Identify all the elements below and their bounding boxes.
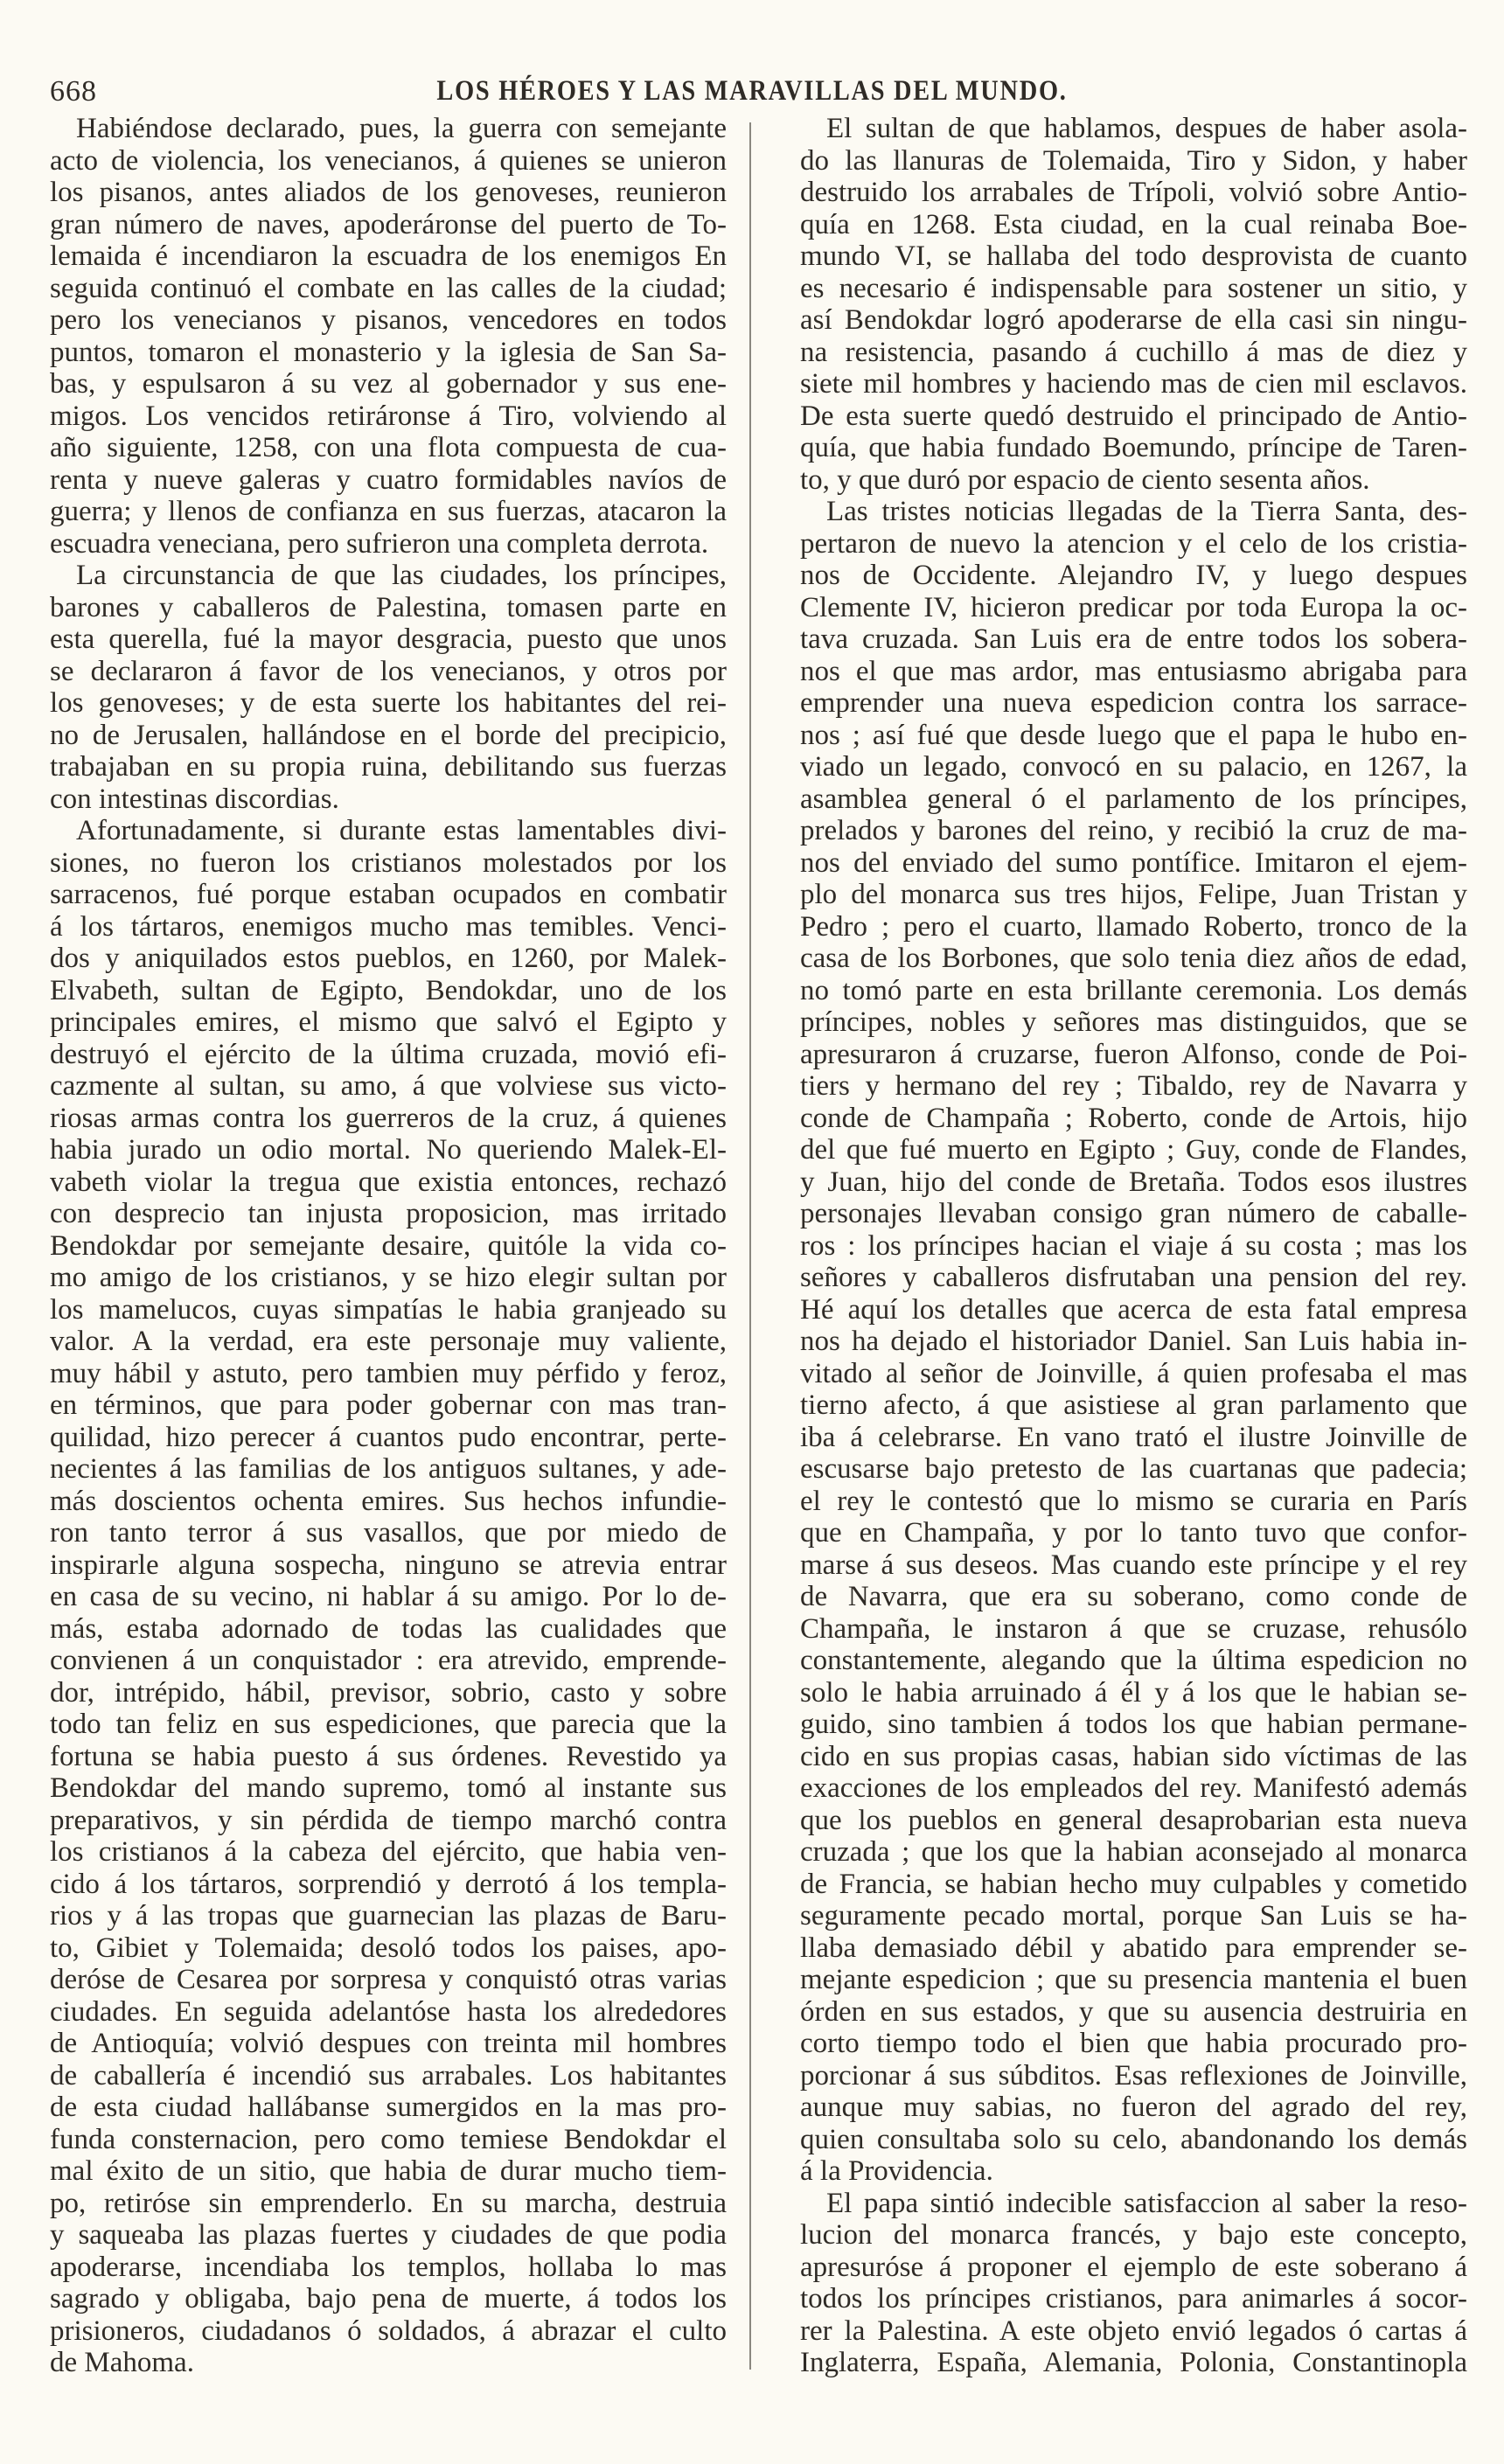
text-line-content: El papa sintió indecible satisfaccion al saber la reso- <box>826 2187 1467 2219</box>
text-line <box>800 1645 1467 1677</box>
text-line <box>800 2188 1467 2220</box>
text-line <box>800 975 1467 1007</box>
text-line <box>50 1103 727 1135</box>
text-line <box>50 1358 727 1390</box>
text-line-content: preparativos, y sin pérdida de tiempo marchó contra <box>50 1804 727 1836</box>
text-line-content: prelados y barones del reino, y recibió la cruz de ma- <box>800 815 1467 846</box>
text-line <box>800 687 1467 720</box>
text-line <box>800 1453 1467 1486</box>
text-line <box>50 2315 727 2348</box>
text-line <box>50 400 727 433</box>
text-line <box>50 1645 727 1677</box>
text-line <box>800 1358 1467 1390</box>
text-line-content: fortuna se habia puesto á sus órdenes. Revestido ya <box>50 1740 727 1772</box>
text-line-content: exacciones de los empleados del rey. Manifestó además <box>800 1772 1467 1804</box>
text-line-content: La circunstancia de que las ciudades, los príncipes, <box>76 560 727 591</box>
text-line <box>50 560 727 592</box>
text-line <box>800 2315 1467 2348</box>
text-line-content: que en Champaña, y por lo tanto tuvo que confor- <box>800 1517 1467 1549</box>
text-line-content: sagrado y obligaba, bajo pena de muerte, á todos los <box>50 2283 727 2314</box>
text-line <box>800 879 1467 911</box>
text-line <box>800 337 1467 369</box>
text-line <box>800 2092 1467 2124</box>
text-line-content: migos. Los vencidos retiráronse á Tiro, volviendo al <box>50 400 727 432</box>
text-line <box>50 177 727 209</box>
text-line-content: funda consternacion, pero como temiese Bendokdar el <box>50 2123 727 2155</box>
text-line-content: cido á los tártaros, sorprendió y derrotó á los templa- <box>50 1868 727 1900</box>
text-line-content: de Mahoma. <box>50 2347 194 2378</box>
text-line-content: do las llanuras de Tolemaida, Tiro y Sidon, y haber <box>800 144 1467 177</box>
text-line-content: de Navarra, que era su soberano, como conde de <box>800 1581 1467 1612</box>
text-line-content: año siguiente, 1258, con una flota compuesta de cua- <box>50 432 727 463</box>
text-line <box>800 1709 1467 1741</box>
text-line <box>50 656 727 688</box>
text-line <box>50 2028 727 2060</box>
text-line <box>50 528 727 560</box>
text-line <box>800 177 1467 209</box>
text-line <box>800 1932 1467 1965</box>
text-column-left <box>50 113 727 2379</box>
text-line <box>50 2124 727 2156</box>
text-line <box>50 1039 727 1071</box>
text-line <box>50 2283 727 2315</box>
text-line <box>800 1198 1467 1230</box>
text-line <box>800 1103 1467 1135</box>
text-line-content: escusarse bajo pretesto de las cuartanas que padecia; <box>800 1453 1467 1485</box>
text-line-content: destruido los arrabales de Trípoli, volvió sobre Antio- <box>800 177 1467 208</box>
text-line-content: renta y nueve galeras y cuatro formidables navíos de <box>50 463 727 496</box>
text-line <box>800 464 1467 497</box>
text-line-content: con intestinas discordias. <box>50 783 339 815</box>
text-line-content: acto de violencia, los venecianos, á quienes se unieron <box>50 144 727 177</box>
text-line-content: tierno afecto, á que asistiese al gran parlamento que <box>800 1389 1467 1421</box>
text-line <box>50 1134 727 1166</box>
text-line-content: escuadra veneciana, pero sufrieron una completa derrota. <box>50 527 709 560</box>
text-line-content: pero los venecianos y pisanos, vencedores en todos <box>50 304 727 336</box>
text-line <box>50 1709 727 1741</box>
text-line <box>50 1166 727 1199</box>
running-title: LOS HÉROES Y LAS MARAVILLAS DEL MUNDO. <box>436 75 1068 107</box>
text-line <box>800 496 1467 528</box>
text-line-content: vabeth violar la tregua que existia entonces, rechazó <box>50 1166 727 1198</box>
text-line <box>800 1039 1467 1071</box>
text-line <box>50 847 727 880</box>
text-line-content: Bendokdar del mando supremo, tomó al instante sus <box>50 1772 727 1804</box>
paragraph <box>50 560 727 815</box>
text-line-content: Las tristes noticias llegadas de la Tierra Santa, des- <box>826 496 1467 527</box>
text-line-content: Elvabeth, sultan de Egipto, Bendokdar, uno de los <box>50 974 727 1006</box>
text-line-content: lucion del monarca francés, y bajo este concepto, <box>800 2219 1467 2251</box>
text-line-content: asamblea general ó el parlamento de los príncipes, <box>800 783 1467 815</box>
text-line <box>800 2155 1467 2188</box>
text-line <box>800 528 1467 560</box>
text-line-content: Afortunadamente, si durante estas lamentables divi- <box>76 815 727 846</box>
text-line-content: quía, que habia fundado Boemundo, príncipe de Taren- <box>800 432 1467 463</box>
text-line-content: así Bendokdar logró apoderarse de ella casi sin ningu- <box>800 304 1467 336</box>
text-line-content: Clemente IV, hicieron predicar por toda Europa la oc- <box>800 591 1467 623</box>
text-line <box>800 1006 1467 1039</box>
text-line-content: sarracenos, fué porque estaban ocupados en combatir <box>50 879 727 910</box>
text-line <box>800 1070 1467 1103</box>
text-line-content: no de Jerusalen, hallándose en el borde del precipicio, <box>50 719 727 751</box>
text-line-content: habia jurado un odio mortal. No queriendo Malek-El- <box>50 1134 727 1166</box>
text-line-content: en casa de su vecino, ni hablar á su amigo. Por lo de- <box>50 1581 727 1612</box>
text-line <box>800 592 1467 624</box>
text-line-content: que los pueblos en general desaprobarian esta nueva <box>800 1804 1467 1836</box>
text-line-content: quilidad, hizo perecer á cuantos pudo encontrar, perte- <box>50 1421 727 1453</box>
text-line <box>50 1294 727 1326</box>
text-line-content: se declararon á favor de los venecianos, y otros por <box>50 655 727 687</box>
text-line-content: quía en 1268. Esta ciudad, en la cual reinaba Boe- <box>800 208 1467 240</box>
text-line <box>800 1869 1467 1901</box>
text-line-content: necientes á las familias de los antiguos sultanes, y ade- <box>50 1453 727 1485</box>
text-line <box>50 751 727 783</box>
text-line <box>50 1581 727 1613</box>
text-line <box>800 2028 1467 2060</box>
text-line-content: en términos, que para poder gobernar con mas tran- <box>50 1389 727 1421</box>
text-line <box>800 1517 1467 1549</box>
text-line <box>50 1517 727 1549</box>
text-line <box>800 1230 1467 1263</box>
text-line <box>800 145 1467 177</box>
text-line-content: esta querella, fué la mayor desgracia, puesto que unos <box>50 623 727 655</box>
text-line-content: los cristianos á la cabeza del ejército, que habia ven- <box>50 1836 727 1868</box>
text-line <box>800 1486 1467 1518</box>
text-line-content: prisioneros, ciudadanos ó soldados, á abrazar el culto <box>50 2314 727 2347</box>
paragraph <box>800 113 1467 496</box>
text-line-content: cido en sus propias casas, habian sido víctimas de las <box>800 1740 1467 1772</box>
text-line <box>800 1581 1467 1613</box>
text-line-content: puntos, tomaron el monasterio y la iglesia de San Sa- <box>50 336 727 368</box>
text-line <box>800 209 1467 241</box>
text-line <box>50 1198 727 1230</box>
text-line <box>800 783 1467 816</box>
text-line-content: príncipes, nobles y señores mas distinguidos, que se <box>800 1006 1467 1038</box>
text-line <box>50 1326 727 1358</box>
text-line <box>50 240 727 273</box>
text-line <box>800 304 1467 337</box>
text-line <box>50 2347 727 2379</box>
text-line-content: viado un legado, convocó en su palacio, en 1267, la <box>800 751 1467 783</box>
text-line-content: principales emires, el mismo que salvó el Egipto y <box>50 1006 727 1038</box>
text-line-content: con desprecio tan injusta proposicion, mas irritado <box>50 1198 727 1229</box>
text-line-content: mo amigo de los cristianos, y se hizo elegir sultan por <box>50 1262 727 1293</box>
text-line-content: solo le habia arruinado á él y á los que le habian se- <box>800 1676 1467 1709</box>
text-line <box>800 751 1467 783</box>
text-line-content: y Juan, hijo del conde de Bretaña. Todos esos ilustres <box>800 1166 1467 1198</box>
text-line-content: todos los príncipes cristianos, para animarles á socor- <box>800 2283 1467 2314</box>
text-line-content: todo tan feliz en sus espediciones, que parecia que la <box>50 1709 727 1740</box>
text-line-content: nos de Occidente. Alejandro IV, y luego despues <box>800 560 1467 591</box>
text-line-content: Habiéndose declarado, pues, la guerra con semejante <box>76 113 727 144</box>
text-line-content: siones, no fueron los cristianos molestados por los <box>50 846 727 879</box>
text-line <box>50 943 727 975</box>
text-line <box>50 1422 727 1454</box>
text-line <box>800 2252 1467 2284</box>
text-line-content: plo del monarca sus tres hijos, Felipe, Juan Tristan y <box>800 879 1467 910</box>
text-line <box>50 1070 727 1103</box>
text-line-content: to, Gibiet y Tolemaida; desoló todos los paises, apo- <box>50 1932 727 1964</box>
text-line <box>50 1453 727 1486</box>
text-line-content: de esta ciudad hallábanse sumergidos en la mas pro- <box>50 2092 727 2123</box>
text-line-content: trabajaban en su propia ruina, debilitando sus fuerzas <box>50 751 727 783</box>
text-line <box>50 911 727 943</box>
text-line-content: pertaron de nuevo la atencion y el celo de los cristia- <box>800 527 1467 560</box>
text-line-content: constantemente, alegando que la última espedicion no <box>800 1645 1467 1676</box>
text-line-content: na resistencia, pasando á cuchillo á mas de diez y <box>800 336 1467 368</box>
text-line-content: Bendokdar por semejante desaire, quitóle la vida co- <box>50 1229 727 1262</box>
text-line <box>800 623 1467 656</box>
text-line-content: Hé aquí los detalles que acerca de esta fatal empresa <box>800 1293 1467 1326</box>
text-line <box>50 337 727 369</box>
text-line <box>800 1549 1467 1582</box>
text-line <box>50 1549 727 1582</box>
text-line <box>800 847 1467 880</box>
text-line-content: de caballería é incendió sus arrabales. Los habitantes <box>50 2059 727 2092</box>
text-line <box>50 2060 727 2092</box>
text-line <box>50 687 727 720</box>
text-line-content: más, estaba adornado de todas las cualidades que <box>50 1612 727 1645</box>
text-line <box>800 1166 1467 1199</box>
text-line-content: tiers y hermano del rey ; Tibaldo, rey de Navarra y <box>800 1070 1467 1102</box>
text-line <box>800 1262 1467 1294</box>
text-line-content: guerra; y llenos de confianza en sus fuerzas, atacaron la <box>50 496 727 527</box>
text-line-content: mejante espedicion ; que su presencia mantenia el buen <box>800 1964 1467 1995</box>
text-line <box>50 496 727 528</box>
text-line <box>50 304 727 337</box>
text-line-content: corto tiempo todo el bien que habia procurado pro- <box>800 2028 1467 2059</box>
text-line-content: seguida continuó el combate en las calles de la ciudad; <box>50 272 727 304</box>
text-line <box>50 273 727 305</box>
text-line <box>50 1486 727 1518</box>
text-line-content: á la Providencia. <box>800 2155 993 2187</box>
text-line <box>50 113 727 145</box>
text-line-content: gran número de naves, apoderáronse del puerto de To- <box>50 208 727 240</box>
text-line <box>800 2124 1467 2156</box>
text-line <box>50 1836 727 1869</box>
text-line <box>800 368 1467 400</box>
text-line <box>50 2252 727 2284</box>
text-line <box>50 2155 727 2188</box>
text-line <box>50 975 727 1007</box>
text-line-content: casa de los Borbones, que solo tenia diez años de edad, <box>800 943 1467 974</box>
text-line-content: siete mil hombres y haciendo mas de cien mil esclavos. <box>800 368 1467 400</box>
text-line <box>50 1389 727 1422</box>
text-line-content: nos del enviado del sumo pontífice. Imitaron el ejem- <box>800 846 1467 879</box>
text-line <box>800 943 1467 975</box>
paragraph <box>50 815 727 2379</box>
text-line <box>800 400 1467 433</box>
text-line-content: nos ; así fué que desde luego que el papa le hubo en- <box>800 719 1467 751</box>
text-line <box>50 464 727 497</box>
text-line-content: porcionar á sus súbditos. Esas reflexiones de Joinville, <box>800 2059 1467 2092</box>
text-line <box>50 623 727 656</box>
text-line-content: destruyó el ejército de la última cruzada, movió efi- <box>50 1038 727 1070</box>
text-line-content: los pisanos, antes aliados de los genoveses, reunieron <box>50 177 727 208</box>
text-line-content: tava cruzada. San Luis era de entre todos los sobera- <box>800 623 1467 655</box>
text-line <box>50 1964 727 1996</box>
text-line <box>800 1836 1467 1869</box>
text-line-content: rios y á las tropas que guarnecian las plazas de Baru- <box>50 1900 727 1932</box>
text-line <box>800 815 1467 847</box>
text-line-content: del que fué muerto en Egipto ; Guy, conde de Flandes, <box>800 1134 1467 1166</box>
text-line <box>50 1262 727 1294</box>
text-line <box>50 815 727 847</box>
text-line <box>50 368 727 400</box>
text-line <box>800 1805 1467 1837</box>
text-line <box>800 656 1467 688</box>
text-line-content: vitado al señor de Joinville, á quien profesaba el mas <box>800 1357 1467 1389</box>
text-line <box>50 720 727 752</box>
text-line-content: seguramente pecado mortal, porque San Luis se ha- <box>800 1900 1467 1932</box>
text-line <box>50 1741 727 1773</box>
text-line <box>800 1134 1467 1166</box>
text-line-content: dor, intrépido, hábil, previsor, sobrio, casto y sobre <box>50 1676 727 1709</box>
text-line <box>50 2219 727 2252</box>
text-line-content: el rey le contestó que lo mismo se curaria en París <box>800 1485 1467 1517</box>
text-line <box>800 1677 1467 1709</box>
text-line <box>800 1613 1467 1646</box>
column-divider <box>749 122 751 2370</box>
text-line-content: Pedro ; pero el cuarto, llamado Roberto, tronco de la <box>800 910 1467 943</box>
text-line-content: Inglaterra, España, Alemania, Polonia, Constantinopla <box>800 2347 1467 2378</box>
text-line-content: llaba demasiado débil y abatido para emprender se- <box>800 1932 1467 1964</box>
text-line-content: guido, sino tambien á todos los que habian permane- <box>800 1709 1467 1740</box>
text-line-content: los mamelucos, cuyas simpatías le habia granjeado su <box>50 1293 727 1326</box>
text-line-content: iba á celebrarse. En vano trató el ilustre Joinville de <box>800 1421 1467 1453</box>
text-line-content: inspirarle alguna sospecha, ninguno se atrevia entrar <box>50 1549 727 1581</box>
text-line <box>800 1900 1467 1932</box>
text-line <box>50 2188 727 2220</box>
text-line-content: po, retiróse sin emprenderlo. En su marcha, destruia <box>50 2187 727 2219</box>
text-line <box>50 432 727 464</box>
text-line-content: Champaña, le instaron á que se cruzase, rehusólo <box>800 1612 1467 1645</box>
text-line-content: ros : los príncipes hacian el viaje á su costa ; mas los <box>800 1229 1467 1262</box>
text-line <box>50 1996 727 2029</box>
text-line-content: aunque muy sabias, no fueron del agrado del rey, <box>800 2092 1467 2123</box>
paragraph <box>800 496 1467 2188</box>
text-line-content: El sultan de que hablamos, despues de haber asola- <box>826 113 1467 144</box>
text-line-content: nos el que mas ardor, mas entusiasmo abrigaba para <box>800 655 1467 687</box>
text-line <box>800 1772 1467 1805</box>
text-line-content: muy hábil y astuto, pero tambien muy pérfido y feroz, <box>50 1357 727 1389</box>
text-line-content: marse á sus deseos. Mas cuando este príncipe y el rey <box>800 1549 1467 1581</box>
text-line <box>800 1294 1467 1326</box>
text-line-content: mundo VI, se hallaba del todo desprovista de cuanto <box>800 240 1467 272</box>
text-line-content: apoderarse, incendiaba los templos, hollaba lo mas <box>50 2251 727 2283</box>
text-line-content: to, y que duró por espacio de ciento sesenta años. <box>800 463 1370 496</box>
text-line-content: rer la Palestina. A este objeto envió legados ó cartas á <box>800 2314 1467 2347</box>
text-line-content: cazmente al sultan, su amo, á que volviese sus victo- <box>50 1070 727 1102</box>
text-line-content: emprender una nueva espedicion contra los sarrace- <box>800 687 1467 719</box>
text-line <box>800 432 1467 464</box>
text-line <box>50 145 727 177</box>
text-line <box>50 209 727 241</box>
text-line <box>50 592 727 624</box>
text-line-content: apresuróse á proponer el ejemplo de este soberano á <box>800 2251 1467 2283</box>
text-line-content: ciudades. En seguida adelantóse hasta los alrededores <box>50 1995 727 2028</box>
text-line <box>800 1996 1467 2029</box>
paragraph <box>50 113 727 560</box>
text-line <box>800 1326 1467 1358</box>
text-line <box>50 1932 727 1965</box>
text-line <box>50 879 727 911</box>
text-line <box>800 2219 1467 2252</box>
text-line <box>50 1805 727 1837</box>
text-line <box>800 1964 1467 1996</box>
page-number: 668 <box>50 75 97 108</box>
text-line <box>50 1772 727 1805</box>
text-line-content: barones y caballeros de Palestina, tomasen parte en <box>50 591 727 623</box>
text-line-content: lemaida é incendiaron la escuadra de los enemigos En <box>50 240 727 272</box>
text-line-content: nos ha dejado el historiador Daniel. San Luis habia in- <box>800 1326 1467 1357</box>
text-line <box>800 911 1467 943</box>
text-line-content: órden en sus estados, y que su ausencia destruiria en <box>800 1995 1467 2028</box>
text-line <box>50 1869 727 1901</box>
text-line-content: no tomó parte en esta brillante ceremonia. Los demás <box>800 974 1467 1006</box>
text-line-content: de Francia, se habian hecho muy culpables y cometido <box>800 1868 1467 1900</box>
text-line-content: es necesario é indispensable para sostener un sitio, y <box>800 272 1467 304</box>
text-line <box>800 560 1467 592</box>
text-line-content: apresuraron á cruzarse, fueron Alfonso, conde de Poi- <box>800 1038 1467 1070</box>
text-line <box>800 2283 1467 2315</box>
text-line <box>800 273 1467 305</box>
text-line-content: bas, y espulsaron á su vez al gobernador y sus ene- <box>50 368 727 400</box>
text-line <box>50 2092 727 2124</box>
text-line-content: convienen á un conquistador : era atrevido, emprende- <box>50 1645 727 1676</box>
text-line <box>50 1677 727 1709</box>
text-line-content: personajes llevaban consigo gran número de caballe- <box>800 1198 1467 1229</box>
text-line-content: de Antioquía; volvió despues con treinta mil hombres <box>50 2028 727 2059</box>
text-line-content: los genoveses; y de esta suerte los habitantes del rei- <box>50 687 727 719</box>
text-line-content: quien consultaba solo su celo, abandonando los demás <box>800 2123 1467 2155</box>
text-line-content: cruzada ; que los que la habian aconsejado al monarca <box>800 1836 1467 1868</box>
text-line-content: ron tanto terror á sus vasallos, que por miedo de <box>50 1517 727 1549</box>
text-line <box>800 720 1467 752</box>
text-line <box>800 1389 1467 1422</box>
text-line <box>800 1741 1467 1773</box>
text-line <box>50 1613 727 1646</box>
text-line <box>50 1230 727 1263</box>
text-line <box>50 783 727 816</box>
text-line <box>800 2347 1467 2379</box>
text-line-content: á los tártaros, enemigos mucho mas temibles. Venci- <box>50 910 727 943</box>
text-line-content: conde de Champaña ; Roberto, conde de Artois, hijo <box>800 1102 1467 1134</box>
text-line-content: mal éxito de un sitio, que habia de durar mucho tiem- <box>50 2155 727 2187</box>
text-line-content: señores y caballeros disfrutaban una pension del rey. <box>800 1262 1467 1293</box>
text-line-content: valor. A la verdad, era este personaje muy valiente, <box>50 1326 727 1357</box>
text-line <box>800 1422 1467 1454</box>
text-line-content: dos y aniquilados estos pueblos, en 1260, por Malek- <box>50 943 727 974</box>
text-line-content: y saqueaba las plazas fuertes y ciudades de que podia <box>50 2219 727 2251</box>
text-line <box>800 113 1467 145</box>
paragraph <box>800 2188 1467 2379</box>
text-line <box>50 1900 727 1932</box>
text-line-content: deróse de Cesarea por sorpresa y conquistó otras varias <box>50 1964 727 1995</box>
text-line-content: más doscientos ochenta emires. Sus hechos infundie- <box>50 1485 727 1517</box>
text-line <box>800 240 1467 273</box>
text-line-content: De esta suerte quedó destruido el principado de Antio- <box>800 400 1467 432</box>
text-line <box>50 1006 727 1039</box>
text-column-right <box>800 113 1467 2379</box>
text-line-content: riosas armas contra los guerreros de la cruz, á quienes <box>50 1102 727 1134</box>
text-line <box>800 2060 1467 2092</box>
